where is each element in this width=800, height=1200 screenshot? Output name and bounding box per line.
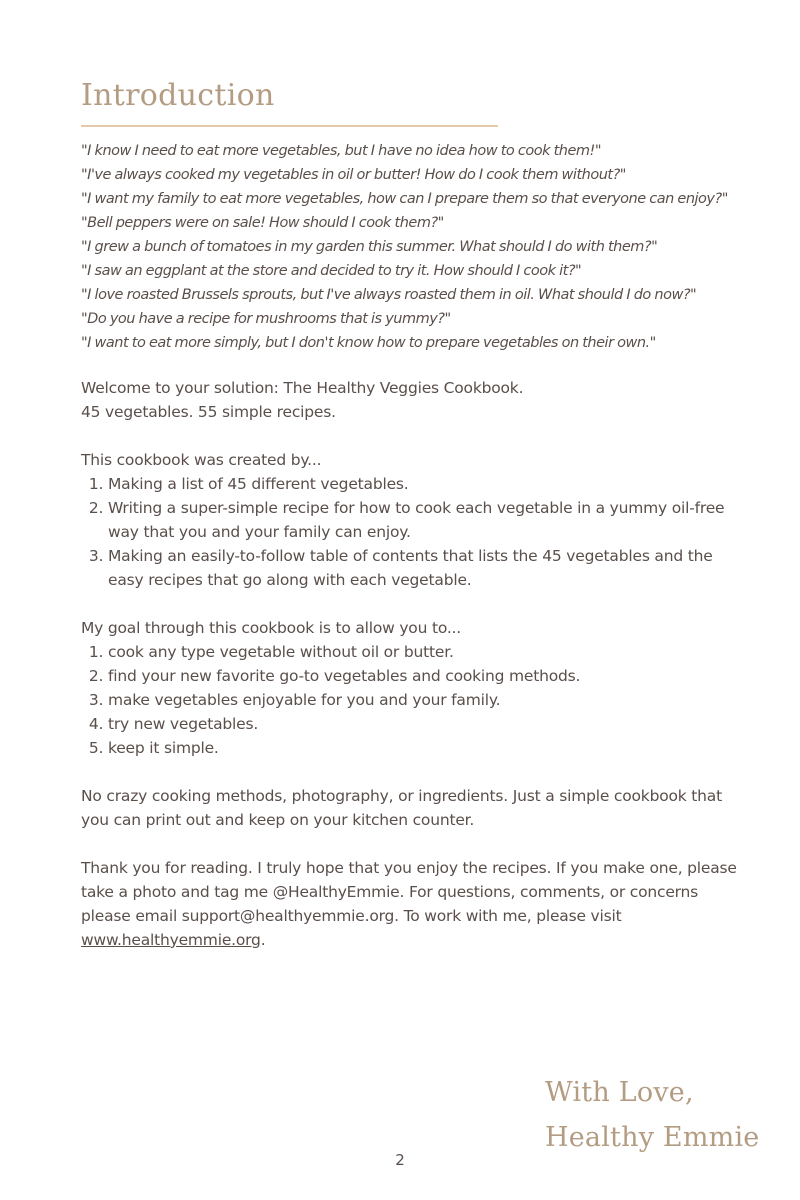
- welcome-stats: 45 vegetables. 55 simple recipes.: [81, 403, 336, 421]
- signoff-line-2: Healthy Emmie: [545, 1122, 760, 1153]
- goal-item: 1. cook any type vegetable without oil or butter.: [108, 640, 741, 664]
- page-title: Introduction: [81, 78, 275, 113]
- quote-list: [81, 139, 728, 355]
- welcome-line: Welcome to your solution: The Healthy Veggies Cookbook.: [81, 379, 524, 397]
- created-by-intro: This cookbook was created by...: [81, 451, 322, 469]
- welcome-block: [81, 376, 741, 424]
- goal-item: 5. keep it simple.: [108, 736, 741, 760]
- quote-item: "Do you have a recipe for mushrooms that is yummy?": [81, 311, 451, 327]
- thanks-text: Thank you for reading. I truly hope that you enjoy the recipes. If you make one, please take a photo and tag me @HealthyEmmie. For questions, comments, or concerns please email support@healthyemmie.org. To work with me, please visit: [81, 859, 737, 925]
- quote-item: "I know I need to eat more vegetables, but I have no idea how to cook them!": [81, 143, 601, 159]
- quote-item: "I've always cooked my vegetables in oil or butter! How do I cook them without?": [81, 167, 626, 183]
- goal-item: 3. make vegetables enjoyable for you and your family.: [108, 688, 741, 712]
- goal-item: 2. find your new favorite go-to vegetables and cooking methods.: [108, 664, 741, 688]
- created-by-item: 1. Making a list of 45 different vegetables.: [108, 472, 741, 496]
- thanks-paragraph: [81, 856, 741, 952]
- no-crazy-text: No crazy cooking methods, photography, or ingredients. Just a simple cookbook that you can print out and keep on your kitchen counter.: [81, 787, 722, 829]
- quote-item: "I want to eat more simply, but I don't know how to prepare vegetables on their own.": [81, 335, 656, 351]
- quote-item: "I love roasted Brussels sprouts, but I've always roasted them in oil. What should I do now?": [81, 287, 697, 303]
- created-by-item: 2. Writing a super-simple recipe for how to cook each vegetable in a yummy oil-free way that you and your family can enjoy.: [108, 496, 741, 544]
- thanks-text-container: [81, 856, 741, 952]
- created-by-list: [81, 472, 741, 592]
- page-number: 2: [395, 1151, 405, 1169]
- quote-item: "I grew a bunch of tomatoes in my garden this summer. What should I do with them?": [81, 239, 658, 255]
- signoff: [545, 1070, 759, 1160]
- goal-item: 4. try new vegetables.: [108, 712, 741, 736]
- quote-item: "Bell peppers were on sale! How should I cook them?": [81, 215, 444, 231]
- created-by-block: [81, 448, 741, 592]
- thanks-period: .: [260, 931, 266, 949]
- no-crazy-paragraph: [81, 784, 741, 832]
- title-underline: [81, 125, 498, 127]
- quote-item: "I saw an eggplant at the store and decided to try it. How should I cook it?": [81, 263, 582, 279]
- goal-list: [81, 640, 741, 760]
- goal-block: [81, 616, 741, 760]
- signoff-line-1: With Love,: [545, 1077, 694, 1108]
- created-by-item: 3. Making an easily-to-follow table of contents that lists the 45 vegetables and the easy recipes that go along with each vegetable.: [108, 544, 741, 592]
- website-link[interactable]: www.healthyemmie.org: [81, 931, 261, 949]
- goal-intro: My goal through this cookbook is to allow you to...: [81, 619, 462, 637]
- quote-item: "I want my family to eat more vegetables, how can I prepare them so that everyone can enjoy?": [81, 191, 728, 207]
